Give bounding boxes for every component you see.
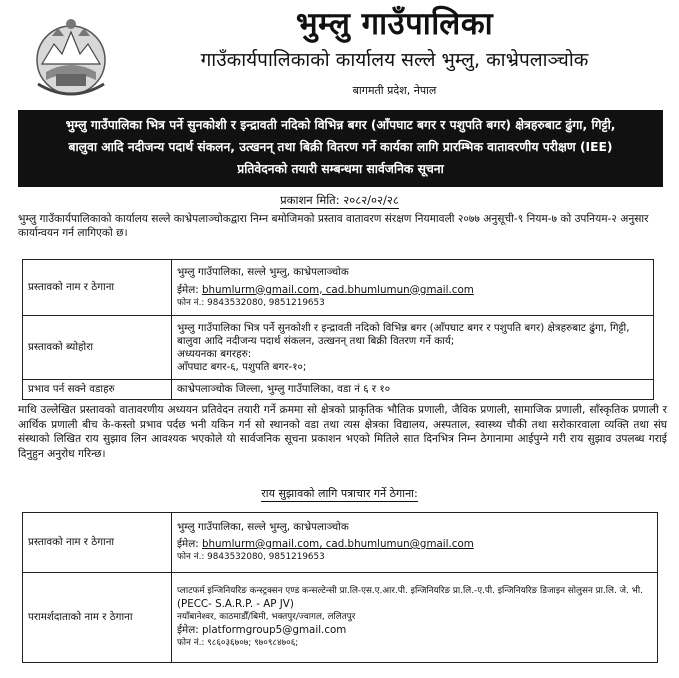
- email-label: ईमेल:: [177, 538, 199, 550]
- proposal-description-label: प्रस्तावको ब्योहोरा: [23, 316, 172, 380]
- intro-text: भुम्लु गाउँकार्यपालिकाको कार्यालय सल्ले काभ्रेपलाञ्चोकद्वारा निम्न बमोजिमको प्रस्ताव वातावरण संरक्षण नियमावली २०७७ अनुसूची-९ नियम-७ को उपनियम-२ अनुसार कार्यान्वयन गर्न लागिएको छ।: [18, 213, 649, 239]
- proposal-name: भुम्लु गाउँपालिका, सल्ले भुम्लु, काभ्रेपलाञ्चोक: [177, 265, 349, 278]
- proposal-name: भुम्लु गाउँपालिका, सल्ले भुम्लु, काभ्रेपलाञ्चोक: [177, 521, 349, 533]
- email-link[interactable]: bhumlurm@gmail.com, cad.bhumlumun@gmail.com: [201, 538, 474, 550]
- banner-line-2: बालुवा आदि नदीजन्य पदार्थ संकलन, उत्खनन् तथा बिक्री वितरण गर्ने कार्यका लागि प्रारम्भिक वातावरणीय परीक्षण (IEE): [68, 140, 613, 154]
- study-areas: आँपघाट बगर-६, पशुपति बगर-१०;: [177, 360, 307, 373]
- notice-banner: [18, 110, 663, 187]
- table-row: [23, 573, 658, 663]
- table-row: [23, 260, 654, 316]
- consultant-phone: फोन नं.: ९८६०३६७०७; ९७०९८४७०६;: [177, 638, 299, 648]
- table-row: [23, 316, 654, 380]
- page-title: भुम्लु गाउँपालिका: [295, 6, 494, 42]
- phone-numbers: फोन नं.: 9843532080, 9851219653: [177, 297, 325, 308]
- consultant-abbreviation: (PECC- S.A.R.P. - AP JV): [177, 598, 294, 610]
- consultant-label: परामर्शदाताको नाम र ठेगाना: [23, 573, 172, 663]
- banner-line-3: प्रतिवेदनको तयारी सम्बन्धमा सार्वजनिक सूचना: [237, 162, 444, 176]
- proposal-table: [22, 259, 654, 400]
- table-row: [23, 513, 658, 573]
- publication-date-value: २०८२/०२/२८: [343, 193, 399, 207]
- affected-wards: काभ्रेपलाञ्चोक जिल्ला, भुम्लु गाउँपालिका, वडा नं ६ र १०: [172, 380, 654, 400]
- proposal-name-cell: [172, 260, 654, 316]
- affected-wards-label: प्रभाव पर्न सक्ने वडाहरु: [23, 380, 172, 400]
- nepal-emblem-icon: [32, 14, 110, 98]
- correspondence-heading-text: राय सुझावको लागि पत्राचार गर्ने ठेगाना:: [261, 487, 418, 500]
- proposal-description: भुम्लु गाउँपालिका भित्र पर्ने सुनकोशी र इन्द्रावती नदिको विभिन्न बगर (आँपघाट बगर र पशुपति बगर) क्षेत्रहरुबाट ढुंगा, गिट्टी, बालुवा आदि नदीजन्य पदार्थ संकलन, उत्खनन् तथा बिक्री वितरण गर्ने कार्य;: [177, 321, 630, 347]
- correspondence-heading: [0, 486, 679, 502]
- consultant-address: नयाँबानेश्वर, काठमाडौँ/बिमी, भक्तपुर/ज्वागल, ललितपुर: [177, 612, 356, 622]
- table-row: [23, 380, 654, 400]
- banner-line-1: भुम्लु गाउँपालिका भित्र पर्ने सुनकोशी र इन्द्रावती नदिको विभिन्न बगर (आँपघाट बगर र पशुपति बगर) क्षेत्रहरुबाट ढुंगा, गिट्टी,: [65, 118, 616, 132]
- email-link[interactable]: bhumlurm@gmail.com, cad.bhumlumun@gmail.com: [201, 283, 474, 296]
- province-label: बागमती प्रदेश, नेपाल: [352, 84, 437, 97]
- phone-numbers: फोन नं.: 9843532080, 9851219653: [177, 552, 325, 562]
- email-label: ईमेल:: [177, 624, 199, 636]
- consultant-name: प्लाटफर्म इन्जिनियरिङ कन्स्ट्रक्सन एण्ड कन्सल्टेन्सी प्रा.लि-एस.ए.आर.पी. इन्जिनियरिङ प्रा.लि.-ए.पी. इन्जिनियरिङ डिजाइन सोलुसन प्रा.लि. जे. भी.: [177, 586, 643, 596]
- office-subtitle: गाउँकार्यपालिकाको कार्यालय सल्ले भुम्लु, काभ्रेपलाञ्चोक: [200, 49, 589, 71]
- consultant-email[interactable]: platformgroup5@gmail.com: [201, 624, 347, 636]
- study-areas-label: अध्ययनका बगरहरु:: [177, 347, 252, 360]
- proposal-name-label: प्रस्तावको नाम र ठेगाना: [23, 260, 172, 316]
- publication-date: [0, 192, 679, 208]
- email-label: ईमेल:: [177, 283, 199, 296]
- proposal-name-cell: [172, 513, 658, 573]
- correspondence-table: [22, 512, 658, 663]
- proposal-name-label: प्रस्तावको नाम र ठेगाना: [23, 513, 172, 573]
- request-paragraph: माथि उल्लेखित प्रस्तावको वातावरणीय अध्ययन प्रतिवेदन तयारी गर्ने क्रममा सो क्षेत्रको प्राकृतिक भौतिक प्रणाली, जैविक प्रणाली, सामाजिक प्रणाली, साँस्कृतिक प्रणाली र आर्थिक प्रणाली बीच के-कस्तो प्रभाव पर्दछ भनी यकिन गर्न सो स्थानको वडा तथा त्यस क्षेत्रका विद्यालय, अस्पताल, स्वास्थ्य चौकी तथा सरोकारवाला व्यक्ति तथा संघ संस्थाको लिखित राय सुझाव लिन आवश्यक भएकोले यो सार्वजनिक सूचना प्रकाशन भएको मितिले सात दिनभित्र निम्न ठेगानामा आईपुग्ने गरी राय सुझाव उपलब्ध गराई दिनुहुन अनुरोध गरिन्छ।: [18, 404, 667, 460]
- proposal-description-cell: [172, 316, 654, 380]
- publication-date-label: प्रकाशन मिति:: [280, 193, 340, 207]
- consultant-cell: [172, 573, 658, 663]
